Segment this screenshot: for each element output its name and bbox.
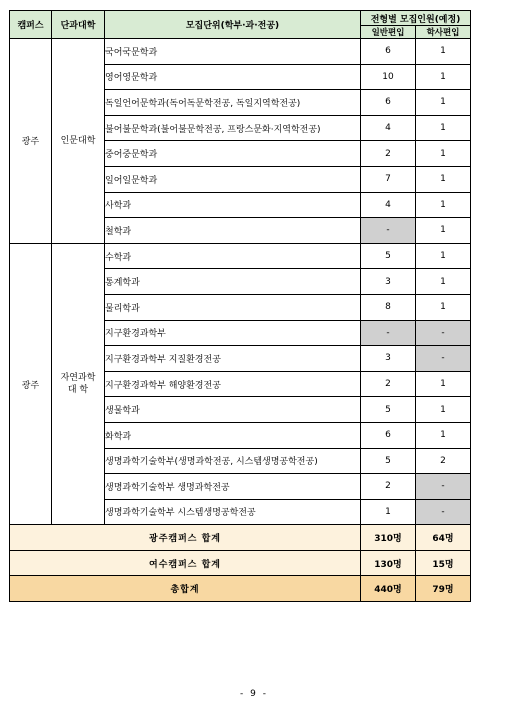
dept-cell: 통계학과 — [105, 269, 361, 295]
dept-cell: 물리학과 — [105, 294, 361, 320]
general-cell: - — [361, 320, 416, 346]
total-row-gwangju — [10, 525, 471, 551]
total-row-yeosu — [10, 550, 471, 576]
header-campus: 캠퍼스 — [10, 11, 52, 39]
dept-cell: 영어영문학과 — [105, 64, 361, 90]
bachelor-cell: 2 — [416, 448, 471, 474]
total-label — [10, 525, 361, 551]
total-label-text: 광주캠퍼스 합계 — [149, 534, 221, 545]
dept-cell: 지구환경과학부 — [105, 320, 361, 346]
header-quota: 전형별 모집인원(예정) — [361, 11, 471, 26]
general-cell: 10 — [361, 64, 416, 90]
bachelor-cell: - — [416, 346, 471, 372]
general-cell: 2 — [361, 474, 416, 500]
dept-cell: 생물학과 — [105, 397, 361, 423]
header-bachelor: 학사편입 — [416, 26, 471, 39]
general-cell: 6 — [361, 90, 416, 116]
college-cell — [52, 243, 105, 525]
dept-cell: 수학과 — [105, 243, 361, 269]
table-row — [10, 243, 471, 269]
bachelor-cell: 1 — [416, 243, 471, 269]
general-cell: 7 — [361, 166, 416, 192]
total-bachelor: 64명 — [416, 525, 471, 551]
page-number: - 9 - — [240, 689, 268, 699]
header-general: 일반편입 — [361, 26, 416, 39]
dept-cell: 생명과학기술학부(생명과학전공, 시스템생명공학전공) — [105, 448, 361, 474]
general-cell: 4 — [361, 192, 416, 218]
dept-cell: 화학과 — [105, 422, 361, 448]
bachelor-cell: 1 — [416, 115, 471, 141]
bachelor-cell: 1 — [416, 141, 471, 167]
total-bachelor: 15명 — [416, 550, 471, 576]
dept-cell: 국어국문학과 — [105, 39, 361, 65]
campus-cell: 광주 — [10, 39, 52, 244]
general-cell: 2 — [361, 141, 416, 167]
general-cell: 3 — [361, 269, 416, 295]
college-cell: 인문대학 — [52, 39, 105, 244]
general-cell: 3 — [361, 346, 416, 372]
dept-cell: 독일언어문학과(독어독문학전공, 독일지역학전공) — [105, 90, 361, 116]
bachelor-cell: 1 — [416, 371, 471, 397]
dept-cell: 지구환경과학부 지질환경전공 — [105, 346, 361, 372]
dept-cell: 중어중문학과 — [105, 141, 361, 167]
header-row-1 — [10, 11, 471, 26]
bachelor-cell: 1 — [416, 218, 471, 244]
bachelor-cell: 1 — [416, 166, 471, 192]
bachelor-cell: 1 — [416, 397, 471, 423]
table-row — [10, 39, 471, 65]
bachelor-cell: 1 — [416, 39, 471, 65]
dept-cell: 생명과학기술학부 생명과학전공 — [105, 474, 361, 500]
dept-cell: 불어불문학과(불어불문학전공, 프랑스문화·지역학전공) — [105, 115, 361, 141]
general-cell: 2 — [361, 371, 416, 397]
dept-cell: 생명과학기술학부 시스템생명공학전공 — [105, 499, 361, 525]
header-unit: 모집단위(학부·과·전공) — [105, 11, 361, 39]
bachelor-cell: 1 — [416, 90, 471, 116]
bachelor-cell: - — [416, 499, 471, 525]
general-cell: 4 — [361, 115, 416, 141]
dept-cell: 철학과 — [105, 218, 361, 244]
bachelor-cell: 1 — [416, 192, 471, 218]
campus-cell: 광주 — [10, 243, 52, 525]
general-cell: 8 — [361, 294, 416, 320]
general-cell: - — [361, 218, 416, 244]
bachelor-cell: 1 — [416, 64, 471, 90]
total-general: 130명 — [361, 550, 416, 576]
general-cell: 6 — [361, 422, 416, 448]
bachelor-cell: - — [416, 474, 471, 500]
general-cell: 5 — [361, 397, 416, 423]
total-label-text: 여수캠퍼스 합계 — [149, 559, 221, 570]
total-bachelor: 79명 — [416, 576, 471, 602]
total-label — [10, 550, 361, 576]
dept-cell: 일어일문학과 — [105, 166, 361, 192]
dept-cell: 지구환경과학부 해양환경전공 — [105, 371, 361, 397]
total-label-text: 총합계 — [170, 585, 200, 596]
bachelor-cell: 1 — [416, 269, 471, 295]
header-college: 단과대학 — [52, 11, 105, 39]
total-general: 440명 — [361, 576, 416, 602]
college-line-1: 자연과학 — [60, 373, 96, 384]
bachelor-cell: 1 — [416, 422, 471, 448]
admissions-quota-table — [9, 10, 471, 602]
general-cell: 5 — [361, 448, 416, 474]
total-row-grand — [10, 576, 471, 602]
college-line-2: 대 학 — [67, 385, 89, 396]
dept-cell: 사학과 — [105, 192, 361, 218]
total-general: 310명 — [361, 525, 416, 551]
general-cell: 1 — [361, 499, 416, 525]
bachelor-cell: 1 — [416, 294, 471, 320]
general-cell: 5 — [361, 243, 416, 269]
total-label — [10, 576, 361, 602]
general-cell: 6 — [361, 39, 416, 65]
bachelor-cell: - — [416, 320, 471, 346]
